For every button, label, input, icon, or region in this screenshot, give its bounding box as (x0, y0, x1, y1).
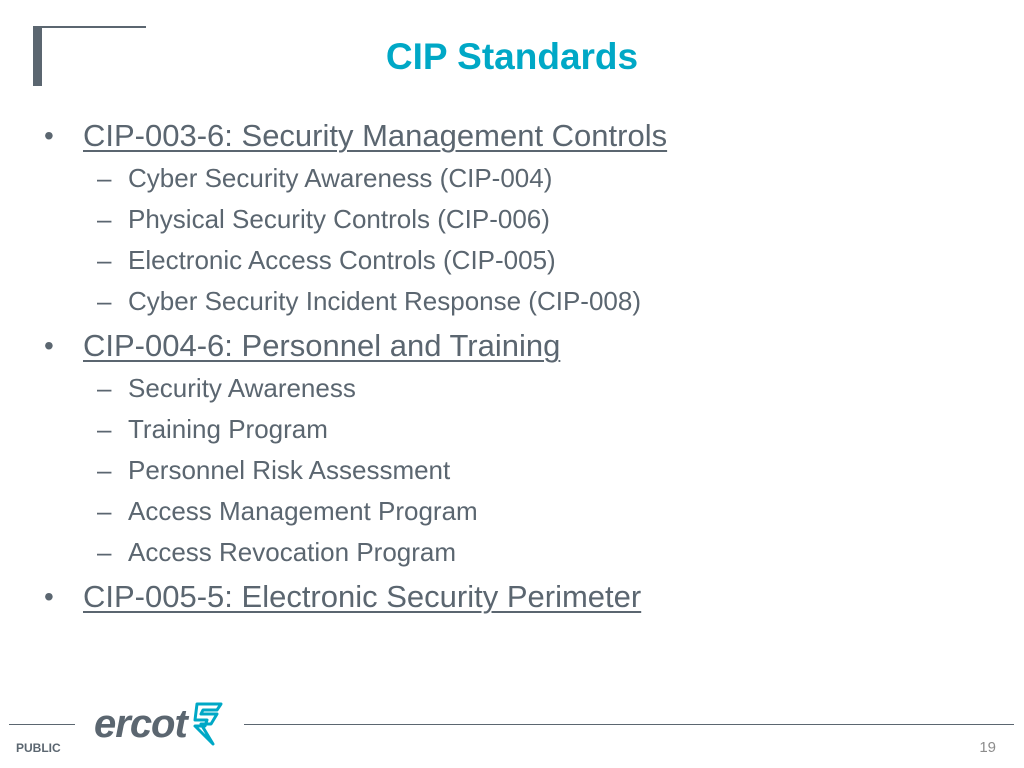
bullet-item (40, 575, 1000, 619)
dash-marker: – (97, 496, 112, 526)
sub-item-text: Security Awareness (128, 373, 356, 403)
sub-list (40, 368, 1000, 573)
sub-list-container (40, 368, 1000, 573)
dash-marker: – (97, 286, 112, 316)
sub-item (40, 450, 1000, 491)
dash-marker: – (97, 245, 112, 275)
bullet-marker: • (44, 330, 54, 361)
sub-item (40, 409, 1000, 450)
dash-marker: – (97, 373, 112, 403)
sub-item (40, 158, 1000, 199)
bullet-item (40, 114, 1000, 158)
bullet-list (40, 114, 1000, 619)
bullet-text: CIP-004-6: Personnel and Training (83, 328, 561, 363)
dash-marker: – (97, 414, 112, 444)
sub-item-text: Training Program (128, 414, 328, 444)
sub-item-text: Personnel Risk Assessment (128, 455, 451, 485)
bullet-marker: • (44, 120, 54, 151)
dash-marker: – (97, 537, 112, 567)
ercot-bolt-icon (191, 700, 225, 748)
bullet-marker: • (44, 581, 54, 612)
slide-title: CIP Standards (385, 36, 639, 77)
sub-list-container (40, 158, 1000, 322)
bullet-text: CIP-005-5: Electronic Security Perimeter (83, 579, 642, 614)
sub-item (40, 240, 1000, 281)
sub-item (40, 532, 1000, 573)
bullet-text: CIP-003-6: Security Management Controls (83, 118, 668, 153)
ercot-logo (94, 700, 225, 748)
logo-wordmark: ercot (94, 702, 187, 746)
page-number: 19 (979, 739, 996, 756)
sub-item-text: Physical Security Controls (CIP-006) (128, 204, 550, 234)
sub-list (40, 158, 1000, 322)
dash-marker: – (97, 163, 112, 193)
sub-item-text: Cyber Security Incident Response (CIP-008) (128, 286, 642, 316)
bullet-item (40, 324, 1000, 368)
sub-item-text: Access Revocation Program (128, 537, 457, 567)
footer-rule-right (244, 724, 1014, 725)
sub-item-text: Access Management Program (128, 496, 478, 526)
dash-marker: – (97, 204, 112, 234)
sub-item (40, 281, 1000, 322)
sub-item-text: Electronic Access Controls (CIP-005) (128, 245, 556, 275)
footer-rule-left (9, 724, 75, 725)
sub-item (40, 491, 1000, 532)
classification-label: PUBLIC (16, 741, 61, 755)
sub-item-text: Cyber Security Awareness (CIP-004) (128, 163, 553, 193)
sub-item (40, 368, 1000, 409)
sub-item (40, 199, 1000, 240)
dash-marker: – (97, 455, 112, 485)
bracket-horizontal-rule (33, 26, 146, 28)
